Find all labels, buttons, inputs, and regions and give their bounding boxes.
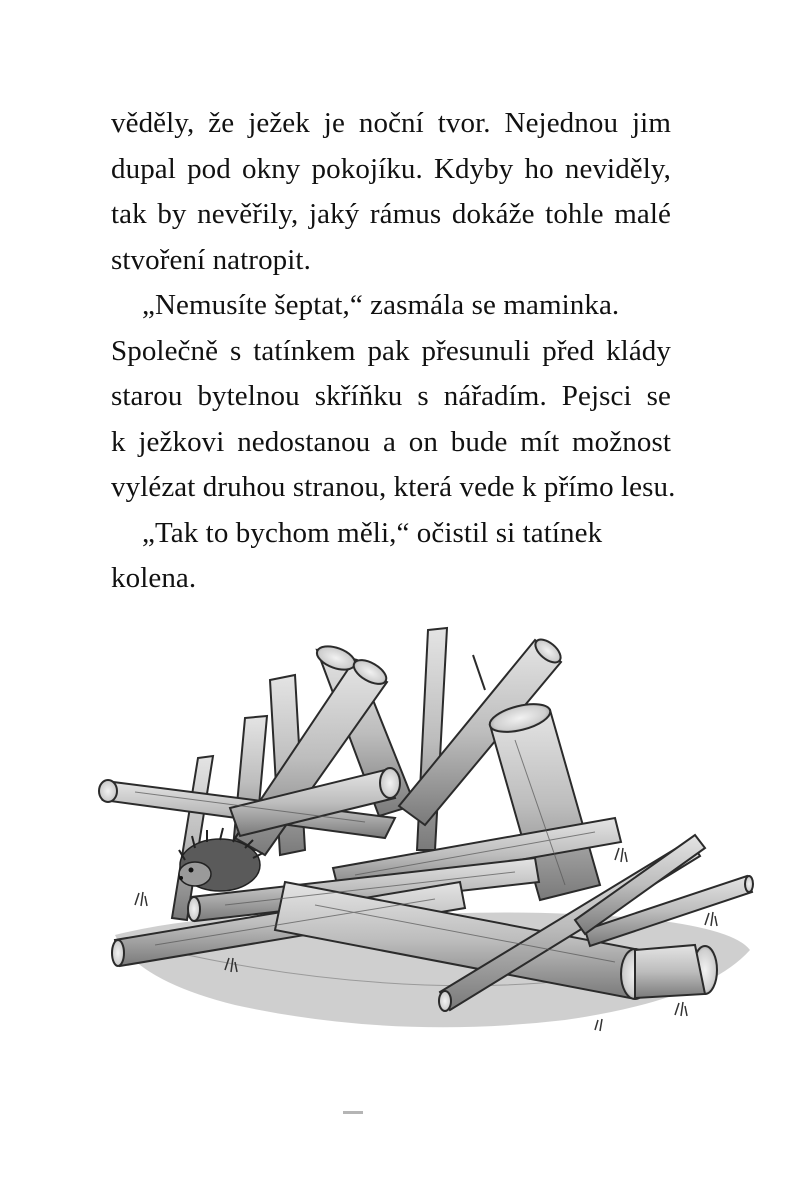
text-line-4: stvoření natropit. <box>111 243 311 276</box>
body-text <box>111 101 676 602</box>
text-line-8: k ježkovi nedostanou a on bude mít možnost <box>111 425 671 458</box>
page-mark <box>343 1111 363 1114</box>
text-line-1: věděly, že ježek je noční tvor. Nejednou jim <box>111 107 671 139</box>
text-line-10: „Tak to bychom měli,“ očistil si tatínek <box>142 516 603 549</box>
text-line-5: „Nemusíte šeptat,“ zasmála se maminka. <box>142 289 620 321</box>
text-line-11: kolena. <box>111 562 197 594</box>
text-line-6: Společně s tatínkem pak přesunuli před klády <box>111 334 671 367</box>
text-line-7: starou bytelnou skříňku s nářadím. Pejsci se <box>111 380 671 412</box>
text-line-3: tak by nevěřily, jaký rámus dokáže tohle malé <box>111 198 671 230</box>
text-line-9: vylézat druhou stranou, která vede k přímo lesu. <box>111 471 676 503</box>
text-line-2: dupal pod okny pokojíku. Kdyby ho neviděly, <box>111 152 671 185</box>
log-pile-illustration <box>95 620 765 1060</box>
